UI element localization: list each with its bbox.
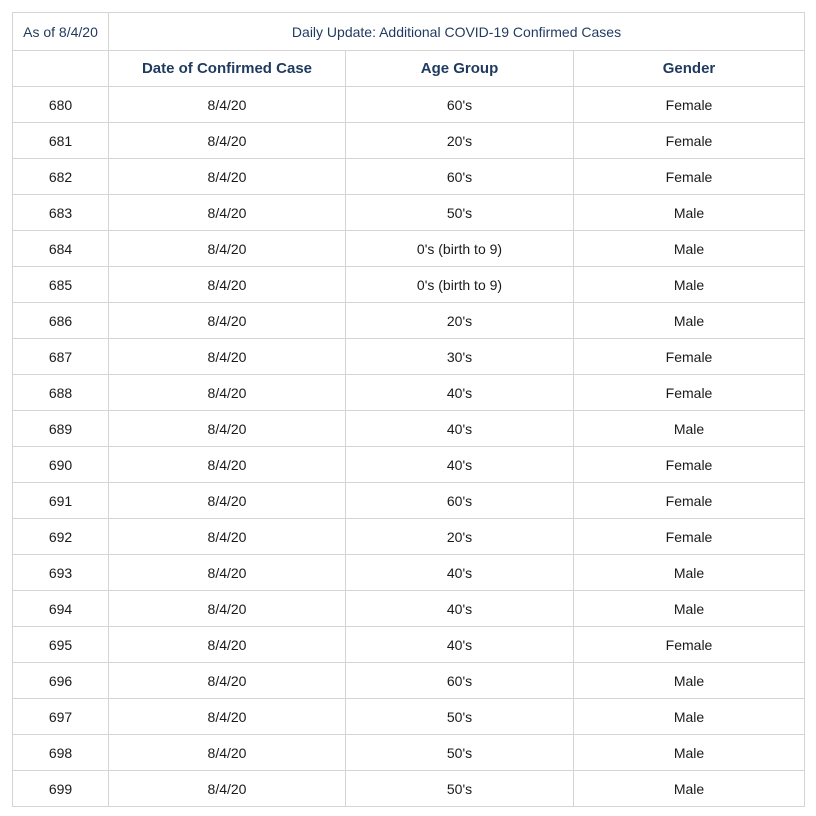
header-gender: Gender xyxy=(574,51,805,87)
case-number-cell: 684 xyxy=(13,231,109,267)
case-number-cell: 691 xyxy=(13,483,109,519)
age-group-cell: 50's xyxy=(346,735,574,771)
age-group-cell: 60's xyxy=(346,87,574,123)
age-group-cell: 40's xyxy=(346,555,574,591)
table-row xyxy=(13,699,805,735)
date-cell: 8/4/20 xyxy=(109,303,346,339)
header-case-number xyxy=(13,51,109,87)
age-group-cell: 60's xyxy=(346,483,574,519)
covid-cases-table xyxy=(12,12,805,807)
date-cell: 8/4/20 xyxy=(109,771,346,807)
table-row xyxy=(13,303,805,339)
gender-cell: Male xyxy=(574,591,805,627)
gender-cell: Female xyxy=(574,339,805,375)
table-row xyxy=(13,195,805,231)
gender-cell: Male xyxy=(574,231,805,267)
table-row xyxy=(13,519,805,555)
gender-cell: Female xyxy=(574,375,805,411)
case-number-cell: 690 xyxy=(13,447,109,483)
table-row xyxy=(13,87,805,123)
table-row xyxy=(13,591,805,627)
case-number-cell: 694 xyxy=(13,591,109,627)
table-row xyxy=(13,123,805,159)
header-date: Date of Confirmed Case xyxy=(109,51,346,87)
case-number-cell: 697 xyxy=(13,699,109,735)
age-group-cell: 40's xyxy=(346,447,574,483)
table-row xyxy=(13,735,805,771)
gender-cell: Male xyxy=(574,195,805,231)
age-group-cell: 60's xyxy=(346,663,574,699)
age-group-cell: 0's (birth to 9) xyxy=(346,231,574,267)
date-cell: 8/4/20 xyxy=(109,267,346,303)
date-cell: 8/4/20 xyxy=(109,339,346,375)
age-group-cell: 0's (birth to 9) xyxy=(346,267,574,303)
table-row xyxy=(13,411,805,447)
table-row xyxy=(13,447,805,483)
date-cell: 8/4/20 xyxy=(109,231,346,267)
title-row xyxy=(13,13,805,51)
date-cell: 8/4/20 xyxy=(109,519,346,555)
table-row xyxy=(13,159,805,195)
age-group-cell: 20's xyxy=(346,519,574,555)
as-of-date: As of 8/4/20 xyxy=(13,13,109,51)
case-number-cell: 682 xyxy=(13,159,109,195)
case-number-cell: 695 xyxy=(13,627,109,663)
column-header-row xyxy=(13,51,805,87)
case-number-cell: 693 xyxy=(13,555,109,591)
gender-cell: Male xyxy=(574,267,805,303)
age-group-cell: 20's xyxy=(346,123,574,159)
gender-cell: Male xyxy=(574,735,805,771)
age-group-cell: 40's xyxy=(346,375,574,411)
age-group-cell: 60's xyxy=(346,159,574,195)
gender-cell: Male xyxy=(574,555,805,591)
gender-cell: Male xyxy=(574,699,805,735)
case-number-cell: 683 xyxy=(13,195,109,231)
date-cell: 8/4/20 xyxy=(109,375,346,411)
date-cell: 8/4/20 xyxy=(109,591,346,627)
case-number-cell: 692 xyxy=(13,519,109,555)
gender-cell: Female xyxy=(574,447,805,483)
date-cell: 8/4/20 xyxy=(109,411,346,447)
table-row xyxy=(13,267,805,303)
date-cell: 8/4/20 xyxy=(109,159,346,195)
case-number-cell: 686 xyxy=(13,303,109,339)
age-group-cell: 40's xyxy=(346,591,574,627)
case-number-cell: 681 xyxy=(13,123,109,159)
date-cell: 8/4/20 xyxy=(109,627,346,663)
age-group-cell: 20's xyxy=(346,303,574,339)
age-group-cell: 50's xyxy=(346,699,574,735)
case-number-cell: 687 xyxy=(13,339,109,375)
table-row xyxy=(13,663,805,699)
age-group-cell: 30's xyxy=(346,339,574,375)
gender-cell: Female xyxy=(574,627,805,663)
date-cell: 8/4/20 xyxy=(109,483,346,519)
gender-cell: Male xyxy=(574,411,805,447)
table-row xyxy=(13,771,805,807)
gender-cell: Male xyxy=(574,771,805,807)
date-cell: 8/4/20 xyxy=(109,195,346,231)
gender-cell: Female xyxy=(574,123,805,159)
case-number-cell: 680 xyxy=(13,87,109,123)
table-body xyxy=(13,87,805,807)
date-cell: 8/4/20 xyxy=(109,735,346,771)
gender-cell: Female xyxy=(574,87,805,123)
gender-cell: Male xyxy=(574,663,805,699)
date-cell: 8/4/20 xyxy=(109,123,346,159)
case-number-cell: 698 xyxy=(13,735,109,771)
table-title: Daily Update: Additional COVID-19 Confirmed Cases xyxy=(109,13,805,51)
case-number-cell: 689 xyxy=(13,411,109,447)
age-group-cell: 50's xyxy=(346,771,574,807)
date-cell: 8/4/20 xyxy=(109,555,346,591)
table-row xyxy=(13,483,805,519)
case-number-cell: 688 xyxy=(13,375,109,411)
gender-cell: Male xyxy=(574,303,805,339)
table-row xyxy=(13,627,805,663)
date-cell: 8/4/20 xyxy=(109,699,346,735)
date-cell: 8/4/20 xyxy=(109,447,346,483)
age-group-cell: 50's xyxy=(346,195,574,231)
gender-cell: Female xyxy=(574,483,805,519)
table-row xyxy=(13,555,805,591)
case-number-cell: 685 xyxy=(13,267,109,303)
gender-cell: Female xyxy=(574,519,805,555)
age-group-cell: 40's xyxy=(346,627,574,663)
case-number-cell: 696 xyxy=(13,663,109,699)
gender-cell: Female xyxy=(574,159,805,195)
table-row xyxy=(13,375,805,411)
date-cell: 8/4/20 xyxy=(109,87,346,123)
table-row xyxy=(13,231,805,267)
case-number-cell: 699 xyxy=(13,771,109,807)
date-cell: 8/4/20 xyxy=(109,663,346,699)
age-group-cell: 40's xyxy=(346,411,574,447)
header-age-group: Age Group xyxy=(346,51,574,87)
table-row xyxy=(13,339,805,375)
